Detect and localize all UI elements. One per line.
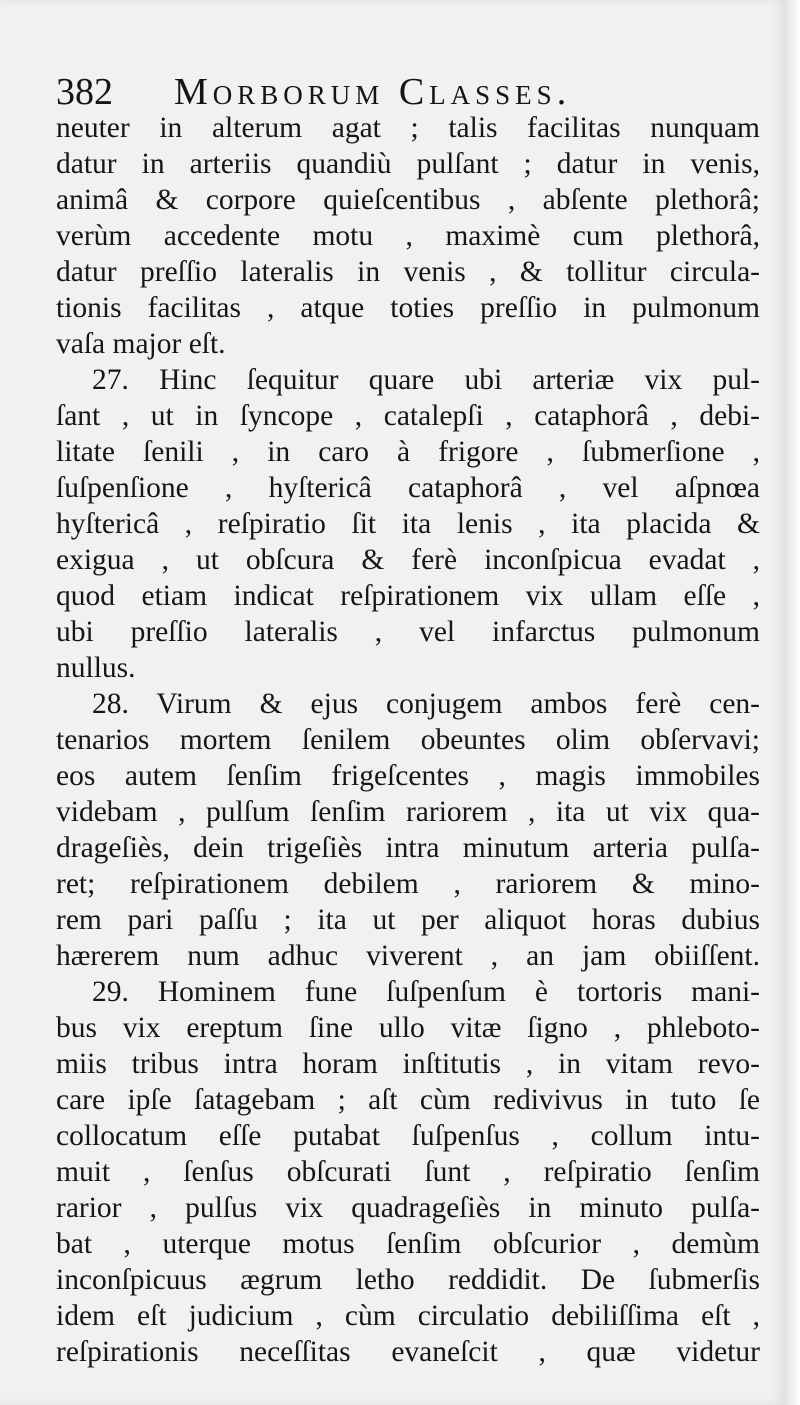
text-line: care ipſe ſatagebam ; aſt cùm redivivus in tuto ſe — [56, 1084, 760, 1116]
text-line: drageſiès, dein trigeſiès intra minutum arteria pulſa- — [56, 832, 760, 864]
page-number: 382 — [56, 71, 113, 113]
text-line: bus vix ereptum ſine ullo vitæ ſigno , phleboto- — [56, 1012, 760, 1044]
page-edge — [786, 0, 800, 1405]
text-line: reſpirationis neceſſitas evaneſcit , quæ videtur — [56, 1336, 760, 1368]
paragraph-start-28: 28. Virum & ejus conjugem ambos ferè cen- — [92, 688, 760, 720]
text-line: exigua , ut obſcura & ferè inconſpicua evadat , — [56, 544, 760, 576]
text-line: quod etiam indicat reſpirationem vix ullam eſſe , — [56, 580, 760, 612]
text-line: nullus. — [56, 652, 136, 684]
text-line: idem eſt judicium , cùm circulatio debiliſſima eſt , — [56, 1300, 760, 1332]
text-line: bat , uterque motus ſenſim obſcurior , demùm — [56, 1228, 760, 1260]
text-line: muit , ſenſus obſcurati ſunt , reſpiratio ſenſim — [56, 1156, 760, 1188]
text-line: ret; reſpirationem debilem , rariorem & mino- — [56, 868, 760, 900]
text-line: inconſpicuus ægrum letho reddidit. De ſubmerſis — [56, 1264, 760, 1296]
text-line: ſant , ut in ſyncope , catalepſi , cataphorâ , debi- — [56, 400, 760, 432]
text-line: ubi preſſio lateralis , vel infarctus pulmonum — [56, 616, 760, 648]
text-line: datur preſſio lateralis in venis , & tollitur circula- — [56, 256, 760, 288]
text-line: neuter in alterum agat ; talis facilitas nunquam — [56, 112, 760, 144]
text-line: tenarios mortem ſenilem obeuntes olim obſervavi; — [56, 724, 760, 756]
text-line: tionis facilitas , atque toties preſſio in pulmonum — [56, 292, 760, 324]
text-line: verùm accedente motu , maximè cum plethorâ, — [56, 220, 760, 252]
text-line: videbam , pulſum ſenſim rariorem , ita ut vix qua- — [56, 796, 760, 828]
text-line: vaſa major eſt. — [56, 328, 226, 360]
running-title: Morborum Classes. — [174, 71, 572, 113]
text-line: rarior , pulſus vix quadrageſiès in minuto pulſa- — [56, 1192, 760, 1224]
text-line: eos autem ſenſim frigeſcentes , magis immobiles — [56, 760, 760, 792]
text-line: hyſtericâ , reſpiratio ſit ita lenis , ita placida & — [56, 508, 760, 540]
text-line: ſuſpenſione , hyſtericâ cataphorâ , vel aſpnœa — [56, 472, 760, 504]
paragraph-start-27: 27. Hinc ſequitur quare ubi arteriæ vix pul- — [92, 364, 760, 396]
text-line: rem pari paſſu ; ita ut per aliquot horas dubius — [56, 904, 760, 936]
text-line: litate ſenili , in caro à frigore , ſubmerſione , — [56, 436, 760, 468]
text-line: animâ & corpore quieſcentibus , abſente plethorâ; — [56, 184, 760, 216]
text-line: datur in arteriis quandiù pulſant ; datur in venis, — [56, 148, 760, 180]
paragraph-start-29: 29. Hominem fune ſuſpenſum è tortoris mani- — [92, 976, 760, 1008]
text-line: hærerem num adhuc viverent , an jam obiiſſent. — [56, 940, 760, 972]
text-line: miis tribus intra horam inſtitutis , in vitam revo- — [56, 1048, 760, 1080]
text-line: collocatum eſſe putabat ſuſpenſus , collum intu- — [56, 1120, 760, 1152]
